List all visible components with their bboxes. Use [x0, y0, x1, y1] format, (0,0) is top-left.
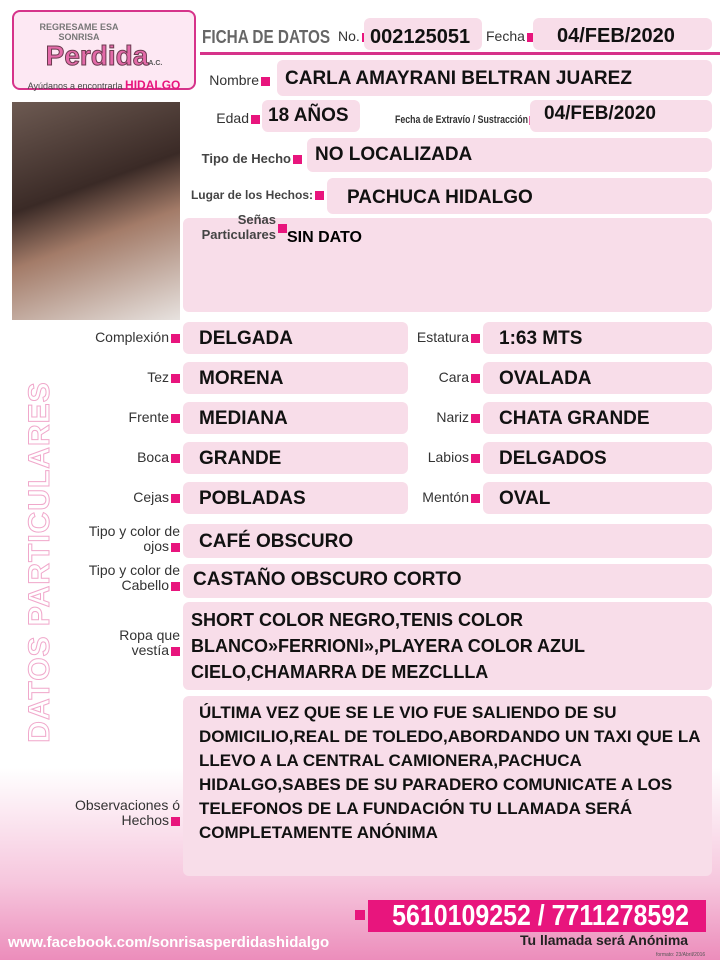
lugar-value: PACHUCA HIDALGO [327, 178, 712, 214]
contact-phones-box[interactable] [368, 900, 706, 932]
section-title-vertical: DATOS PARTICULARES [23, 381, 56, 743]
trait-label: Complexión [80, 330, 180, 345]
logo-region: HIDALGO [125, 78, 181, 92]
missing-person-photo [12, 102, 180, 320]
fecha-value: 04/FEB/2020 [533, 18, 712, 50]
senas-label: Señas Particulares [201, 212, 276, 242]
trait-label: Frente [80, 410, 180, 425]
website-link[interactable]: www.facebook.com/sonrisasperdidashidalgo [8, 934, 330, 951]
trait-value-2: 1:63 MTS [483, 322, 712, 354]
fecha-extravio-label: Fecha de Extravío / Sustracción [395, 113, 527, 128]
trait-value-2: CHATA GRANDE [483, 402, 712, 434]
senas-value: SIN DATO [287, 229, 362, 246]
fecha-extravio-value: 04/FEB/2020 [530, 100, 712, 132]
tipo-hecho-label: Tipo de Hecho [186, 151, 302, 166]
logo-line1: REGRESAME ESA SONRISA [39, 22, 119, 42]
tipo-hecho-value: NO LOCALIZADA [307, 138, 712, 172]
anon-note: Tu llamada será Anónima [520, 932, 689, 948]
folio-number: 002125051 [364, 18, 482, 50]
cabello-label: Tipo y color de Cabello [88, 562, 180, 593]
trait-value: GRANDE [183, 442, 408, 474]
nombre-value: CARLA AMAYRANI BELTRAN JUAREZ [277, 60, 712, 96]
observaciones-value: ÚLTIMA VEZ QUE SE LE VIO FUE SALIENDO DE SU DOMICILIO,REAL DE TOLEDO,ABORDANDO UN TAXI QUE LA LLEVO A LA CENTRAL CAMIONERA,PACHUCA HIDALGO,SABES DE SU PARADERO COMUNICATE A LOS TELEFONOS DE LA FUNDACIÓN TU LLAMADA SERÁ COMPLETAMENTE ANÓNIMA [183, 696, 712, 876]
ojos-label: Tipo y color de ojos [88, 523, 180, 554]
page-title: FICHA DE DATOS [202, 27, 331, 47]
ropa-value: SHORT COLOR NEGRO,TENIS COLOR BLANCO»FERRIONI»,PLAYERA COLOR AZUL CIELO,CHAMARRA DE MEZCLLLA [183, 602, 712, 690]
phone-marker [355, 910, 365, 920]
formato-note: formato: 23/Abril/2016 [656, 952, 706, 958]
senas-marker [278, 224, 287, 233]
trait-value: MEDIANA [183, 402, 408, 434]
logo-brand: PerdidaA.C. [45, 40, 163, 71]
no-label: No. [338, 28, 371, 44]
nombre-label: Nombre [190, 73, 270, 88]
trait-value-2: DELGADOS [483, 442, 712, 474]
logo [12, 10, 196, 90]
ojos-value: CAFÉ OBSCURO [183, 524, 712, 558]
trait-label: Tez [80, 370, 180, 385]
fecha-label: Fecha [486, 28, 536, 44]
trait-label-2: Mentón [380, 490, 480, 505]
logo-tagline: Ayúdanos a encontrarla [27, 81, 123, 91]
edad-label: Edad [190, 111, 260, 126]
contact-phones[interactable]: 5610109252 / 7711278592 [392, 900, 689, 932]
edad-value: 18 AÑOS [262, 100, 360, 132]
observaciones-label: Observaciones ó Hechos [74, 797, 180, 828]
trait-label-2: Nariz [380, 410, 480, 425]
trait-value-2: OVAL [483, 482, 712, 514]
trait-label-2: Cara [380, 370, 480, 385]
trait-label: Cejas [80, 490, 180, 505]
cabello-value: CASTAÑO OBSCURO CORTO [183, 564, 712, 598]
ropa-label: Ropa que vestía [119, 627, 180, 658]
trait-value: MORENA [183, 362, 408, 394]
trait-label-2: Labios [380, 450, 480, 465]
lugar-label: Lugar de los Hechos: [184, 188, 324, 203]
trait-value-2: OVALADA [483, 362, 712, 394]
trait-value: POBLADAS [183, 482, 408, 514]
header-divider [200, 52, 720, 55]
trait-value: DELGADA [183, 322, 408, 354]
trait-label: Boca [80, 450, 180, 465]
trait-label-2: Estatura [380, 330, 480, 345]
